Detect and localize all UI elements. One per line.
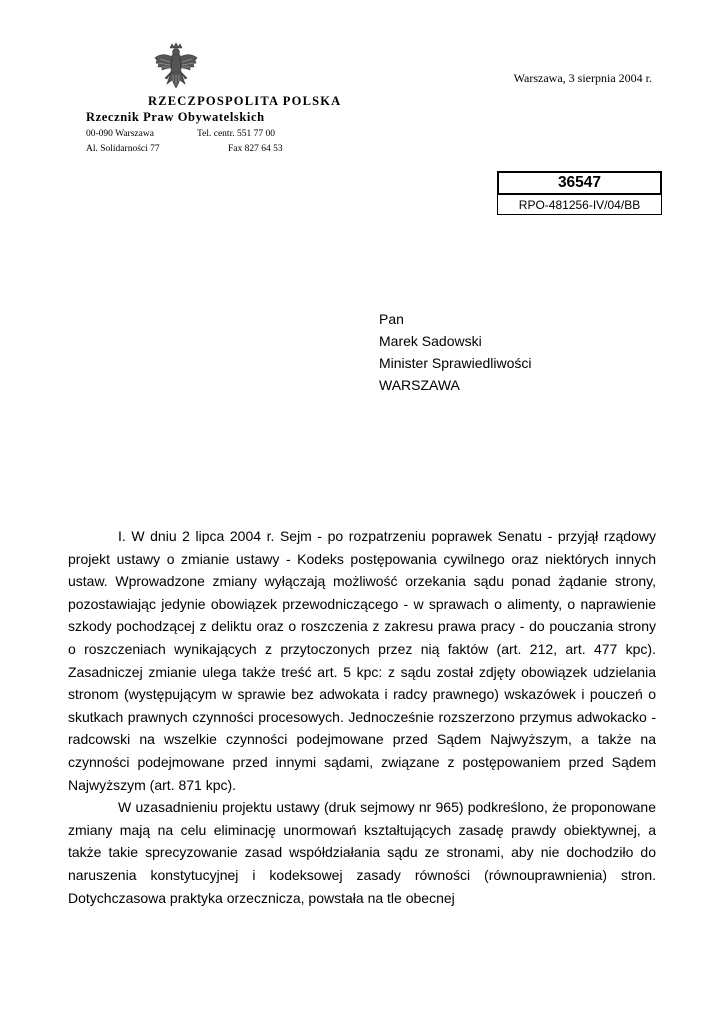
body-paragraph: I. W dniu 2 lipca 2004 r. Sejm - po rozpatrzeniu poprawek Senatu - przyjął rządowy projekt ustawy o zmianie ustawy - Kodeks postępowania cywilnego oraz niektórych innych ustaw. Wprowadzone zmiany wyłączają możliwość orzekania sądu ponad żądanie strony, pozostawiając jedynie obowiązek przewodniczącego - w sprawach o alimenty, o naprawienie szkody pochodzącej z deliktu oraz o roszczenia z zakresu prawa pracy - do pouczania strony o roszczeniach wynikających z przytoczonych przez nią faktów (art. 212, art. 477 kpc). Zasadniczej zmianie ulega także treść art. 5 kpc: z sądu został zdjęty obowiązek udzielania stronom (występującym w sprawie bez adwokata i radcy prawnego) wskazówek i pouczeń o skutkach prawnych czynności procesowych. Jednocześnie rozszerzono przymus adwokacko - radcowski na wszelkie czynności podejmowane przed Sądem Najwyższym, a także na czynności podejmowane przed innymi sądami, związane z postępowaniem przed Sądem Najwyższym (art. 871 kpc). [68, 528, 656, 793]
address-street: Al. Solidarności 77 [86, 144, 160, 154]
org-subtitle: Rzecznik Praw Obywatelskich [86, 110, 265, 124]
place-date: Warszawa, 3 sierpnia 2004 r. [513, 71, 652, 85]
eagle-emblem-icon [152, 42, 200, 94]
address-postal: 00-090 Warszawa [86, 129, 154, 139]
letter-body [68, 525, 656, 909]
reference-number: 36547 [497, 171, 662, 195]
fax-number: Fax 827 64 53 [228, 144, 283, 154]
recipient-salutation: Pan [379, 311, 404, 327]
recipient-name: Marek Sadowski [379, 333, 482, 349]
recipient-position: Minister Sprawiedliwości [379, 355, 532, 371]
reference-box [497, 171, 662, 215]
phone-number: Tel. centr. 551 77 00 [197, 129, 275, 139]
recipient-city: WARSZAWA [379, 377, 460, 393]
body-paragraph: W uzasadnieniu projektu ustawy (druk sejmowy nr 965) podkreślono, że proponowane zmiany mają na celu eliminację unormowań kształtujących zasadę prawdy obiektywnej, a także takie sprecyzowanie zasad współdziałania sądu ze stronami, aby nie dochodziło do naruszenia konstytucyjnej i kodeksowej zasady równości (równouprawnienia) stron. Dotychczasowa praktyka orzecznicza, powstała na tle obecnej [68, 799, 656, 906]
org-title: RZECZPOSPOLITA POLSKA [148, 94, 342, 108]
reference-signature: RPO-481256-IV/04/BB [497, 195, 662, 215]
recipient-block [379, 308, 532, 396]
